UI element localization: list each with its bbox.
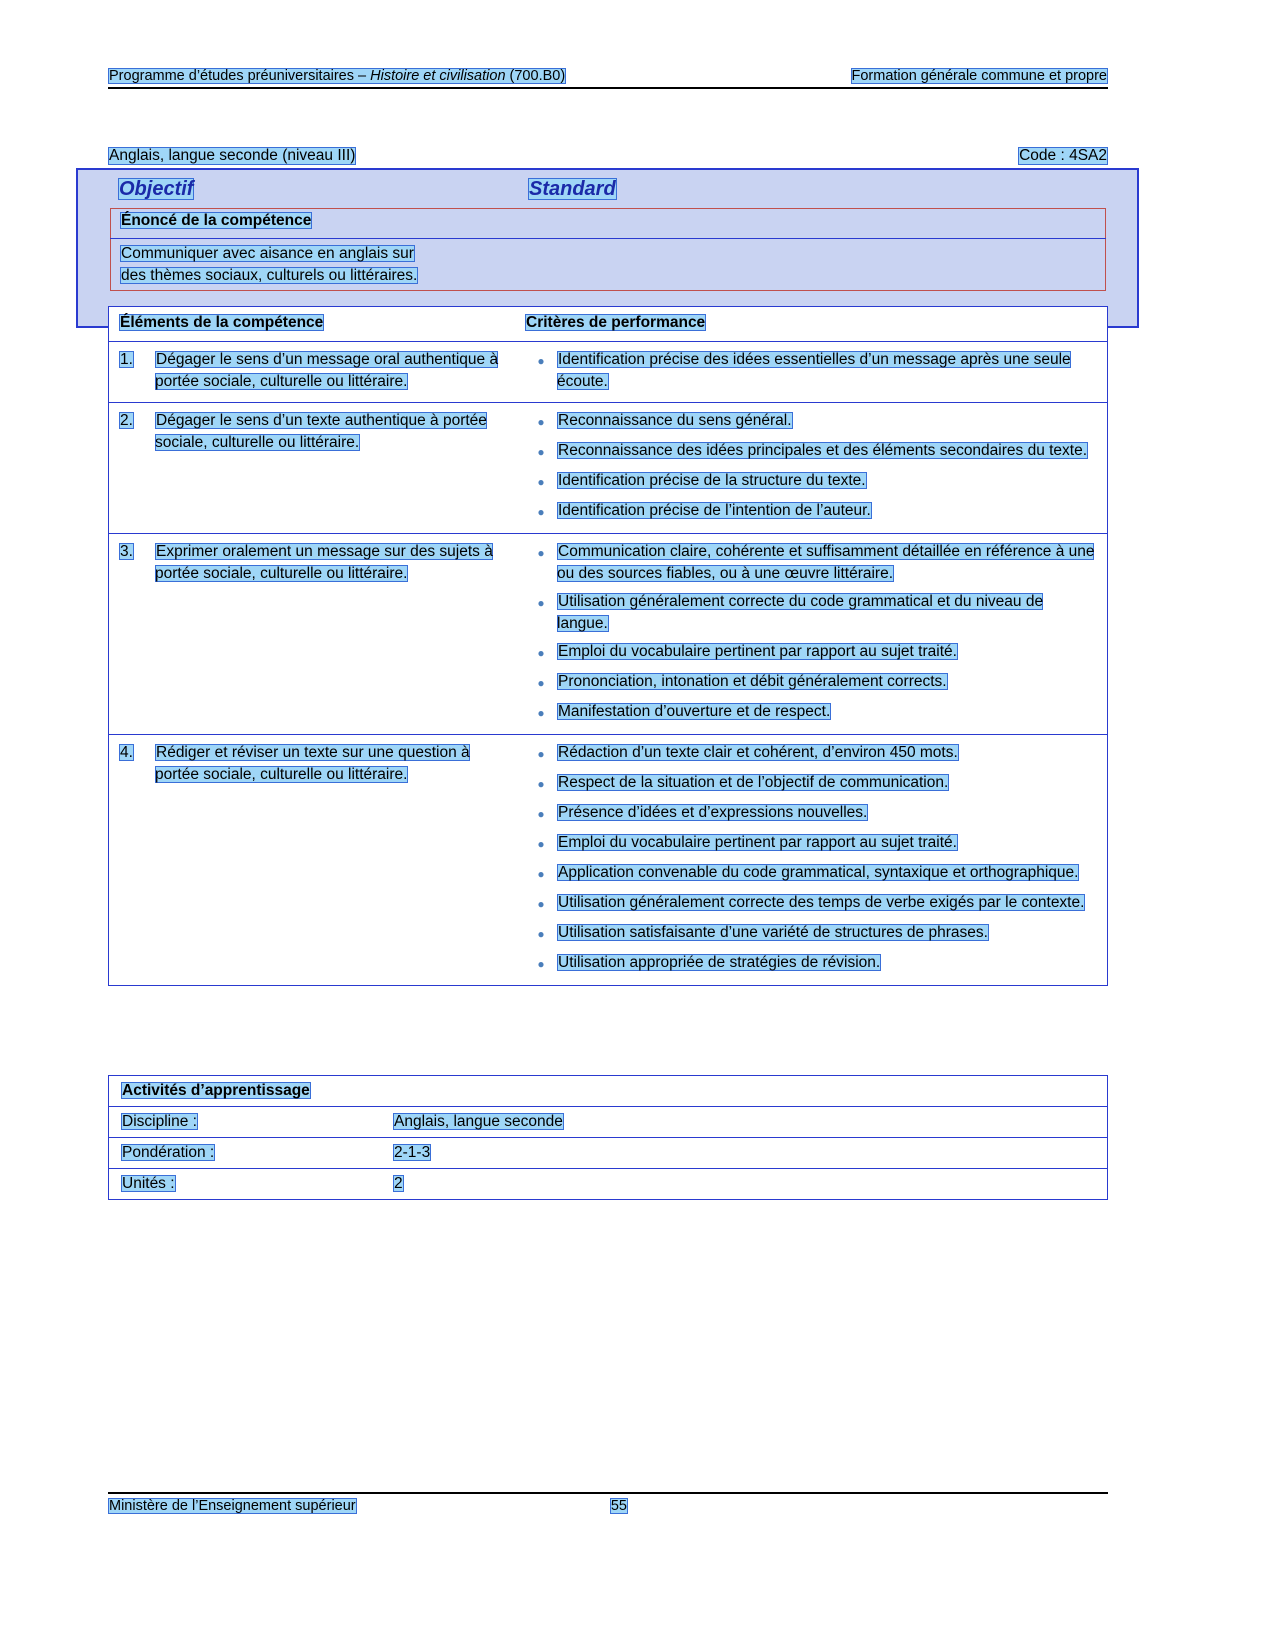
element-cell [109,735,519,985]
page-footer [108,1492,1108,1514]
element-cell [109,534,519,734]
bullet-icon: ● [537,676,545,690]
activities-value: 2 [394,1175,403,1192]
table-row [109,735,1107,985]
element-number: 1. [120,351,133,368]
standard-label: Standard [529,178,616,200]
bullet-icon: ● [537,927,545,941]
bullet-icon: ● [537,596,545,610]
enonce-line-2: des thèmes sociaux, culturels ou littéraires. [121,267,418,284]
table-row [109,342,1107,403]
criterion-text: Emploi du vocabulaire pertinent par rapport au sujet traité. [558,643,957,660]
course-title-band [108,144,1108,168]
table-header-criteria: Critères de performance [526,314,706,331]
criterion-text: Identification précise des idées essentielles d’un message après une seule écoute. [557,351,1071,390]
criterion-text: Utilisation généralement correcte des temps de verbe exigés par le contexte. [558,894,1085,911]
element-number: 4. [120,744,133,761]
activities-row [109,1138,1107,1169]
element-cell [109,403,519,533]
criterion-text: Prononciation, intonation et débit généralement corrects. [558,673,947,690]
page-header [108,68,1108,89]
activities-key: Pondération : [122,1144,215,1161]
header-left [108,68,566,84]
criterion-text: Reconnaissance du sens général. [558,412,792,429]
bullet-icon: ● [537,837,545,851]
bullet-icon: ● [537,777,545,791]
criterion-text: Rédaction d’un texte clair et cohérent, d’environ 450 mots. [558,744,958,761]
criterion-text: Identification précise de l’intention de l’auteur. [558,502,871,519]
bullet-icon: ● [537,747,545,761]
criteria-cell [519,403,1107,533]
criteria-cell [519,735,1107,985]
criteria-cell [519,342,1107,402]
table-header-elements: Éléments de la compétence [120,314,324,331]
bullet-icon: ● [537,867,545,881]
activities-row [109,1107,1107,1138]
criterion-text: Manifestation d’ouverture et de respect. [558,703,831,720]
bullet-icon: ● [537,957,545,971]
header-left-suffix: (700.B0) [505,68,566,84]
element-number: 3. [120,543,133,560]
bullet-icon: ● [537,897,545,911]
competence-table [108,306,1108,986]
bullet-icon: ● [537,475,545,489]
criterion-text: Application convenable du code grammatical, syntaxique et orthographique. [558,864,1079,881]
enonce-line-1: Communiquer avec aisance en anglais sur [121,245,414,262]
element-cell [109,342,519,402]
criterion-text: Utilisation appropriée de stratégies de révision. [558,954,881,971]
bullet-icon: ● [537,807,545,821]
bullet-icon: ● [537,505,545,519]
header-right [851,68,1109,84]
enonce-title: Énoncé de la compétence [121,212,312,229]
bullet-icon: ● [537,354,545,368]
bullet-icon: ● [537,445,545,459]
bullet-icon: ● [537,706,545,720]
element-text: Dégager le sens d’un texte authentique à portée sociale, culturelle ou littéraire. [155,412,487,451]
activities-key: Discipline : [122,1113,197,1130]
criterion-text: Identification précise de la structure du texte. [558,472,866,489]
criterion-text: Communication claire, cohérente et suffisamment détaillée en référence à une ou des sources fiables, ou à une œuvre littéraire. [557,543,1095,582]
activities-value: 2-1-3 [394,1144,431,1161]
criterion-text: Reconnaissance des idées principales et des éléments secondaires du texte. [558,442,1088,459]
element-text: Dégager le sens d’un message oral authentique à portée sociale, culturelle ou littéraire. [155,351,499,390]
criterion-text: Utilisation satisfaisante d’une variété de structures de phrases. [558,924,988,941]
element-number: 2. [120,412,133,429]
table-row [109,403,1107,534]
bullet-icon: ● [537,415,545,429]
table-row [109,534,1107,735]
activities-row [109,1169,1107,1199]
objectif-label: Objectif [119,178,194,200]
criterion-text: Utilisation généralement correcte du code grammatical et du niveau de langue. [557,593,1044,632]
enonce-divider [110,238,1106,239]
table-header-row [109,307,1107,342]
header-right-text: Formation générale commune et propre [851,68,1107,84]
activities-value: Anglais, langue seconde [394,1113,563,1130]
footer-ministry: Ministère de l’Enseignement supérieur [109,1498,356,1514]
course-title: Anglais, langue seconde (niveau III) [109,147,356,164]
header-left-italic: Histoire et civilisation [370,68,506,84]
enonce-text [120,243,1080,287]
header-left-prefix: Programme d’études préuniversitaires – [109,68,371,84]
criteria-cell [519,534,1107,734]
page-number: 55 [610,1498,627,1514]
objectif-standard-headers [118,178,1098,201]
learning-activities-box [108,1075,1108,1200]
bullet-icon: ● [537,646,545,660]
criterion-text: Emploi du vocabulaire pertinent par rapport au sujet traité. [558,834,957,851]
element-text: Exprimer oralement un message sur des sujets à portée sociale, culturelle ou littéraire. [155,543,493,582]
criterion-text: Présence d’idées et d’expressions nouvelles. [558,804,868,821]
bullet-icon: ● [537,546,545,560]
activities-title: Activités d’apprentissage [109,1076,1107,1107]
course-code: Code : 4SA2 [1019,147,1107,164]
criterion-text: Respect de la situation et de l’objectif de communication. [558,774,949,791]
element-text: Rédiger et réviser un texte sur une question à portée sociale, culturelle ou littéraire. [155,744,470,783]
activities-key: Unités : [122,1175,175,1192]
